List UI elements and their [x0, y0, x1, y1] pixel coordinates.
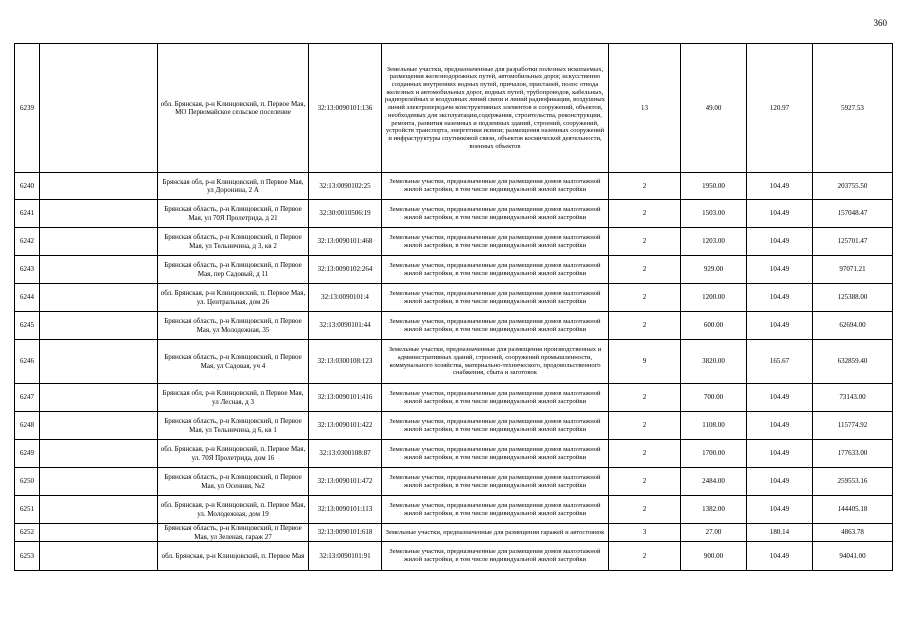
row-number-cell: 6252 [15, 524, 40, 542]
cadastral-number-cell: 32:13:0090101:416 [309, 384, 382, 412]
address-cell: Брянская обл, р-н Клинцовский, п Первое Мая, ул Доронина, 2 А [158, 173, 309, 200]
cadastral-value-cell: 125701.47 [813, 228, 893, 256]
land-use-cell: Земельные участки, предназначенные для размещения домов малоэтажной жилой застройки, в том числе индивидуальной жилой застройки [382, 256, 609, 284]
area-cell: 1200.00 [681, 284, 747, 312]
address-cell: Брянская область, р-н Клинцовский, п Первое Мая, ул Садовая, уч 4 [158, 340, 309, 384]
group-code-cell: 2 [609, 173, 681, 200]
cadastral-number-cell: 32:13:0090101:618 [309, 524, 382, 542]
area-cell: 3820.00 [681, 340, 747, 384]
table-row [15, 468, 893, 496]
group-code-cell: 2 [609, 542, 681, 571]
empty-cell [40, 228, 158, 256]
specific-value-cell: 180.14 [747, 524, 813, 542]
land-use-cell: Земельные участки, предназначенные для размещения гаражей и автостоянок [382, 524, 609, 542]
row-number-cell: 6242 [15, 228, 40, 256]
cadastral-number-cell: 32:30:0010506:19 [309, 200, 382, 228]
row-number-cell: 6239 [15, 44, 40, 173]
group-code-cell: 2 [609, 468, 681, 496]
area-cell: 600.00 [681, 312, 747, 340]
cadastral-value-cell: 125388.00 [813, 284, 893, 312]
cadastral-value-cell: 177633.00 [813, 440, 893, 468]
row-number-cell: 6241 [15, 200, 40, 228]
cadastral-value-cell: 62694.00 [813, 312, 893, 340]
table-row [15, 200, 893, 228]
land-use-cell: Земельные участки, предназначенные для размещения домов малоэтажной жилой застройки, в том числе индивидуальной жилой застройки [382, 228, 609, 256]
specific-value-cell: 104.49 [747, 412, 813, 440]
empty-cell [40, 496, 158, 524]
table-row [15, 496, 893, 524]
group-code-cell: 2 [609, 412, 681, 440]
cadastral-number-cell: 32:13:0090101:4 [309, 284, 382, 312]
land-use-cell: Земельные участки, предназначенные для размещения домов малоэтажной жилой застройки, в том числе индивидуальной жилой застройки [382, 496, 609, 524]
group-code-cell: 2 [609, 256, 681, 284]
address-cell: Брянская область, р-н Клинцовский, п Первое Мая, ул Тельничина, д 3, кв 2 [158, 228, 309, 256]
group-code-cell: 13 [609, 44, 681, 173]
row-number-cell: 6250 [15, 468, 40, 496]
row-number-cell: 6251 [15, 496, 40, 524]
address-cell: Брянская область, р-н Клинцовский, п Первое Мая, ул Осенняя, №2 [158, 468, 309, 496]
cadastral-value-cell: 4863.78 [813, 524, 893, 542]
row-number-cell: 6240 [15, 173, 40, 200]
table-row [15, 524, 893, 542]
area-cell: 2484.00 [681, 468, 747, 496]
land-use-cell: Земельные участки, предназначенные для размещения домов малоэтажной жилой застройки, в том числе индивидуальной жилой застройки [382, 312, 609, 340]
specific-value-cell: 104.49 [747, 468, 813, 496]
table-row [15, 44, 893, 173]
land-use-cell: Земельные участки, предназначенные для размещения домов малоэтажной жилой застройки, в том числе индивидуальной жилой застройки [382, 542, 609, 571]
row-number-cell: 6249 [15, 440, 40, 468]
group-code-cell: 2 [609, 384, 681, 412]
land-use-cell: Земельные участки, предназначенные для размещения домов малоэтажной жилой застройки, в том числе индивидуальной жилой застройки [382, 384, 609, 412]
address-cell: Брянская область, р-н Клинцовский, п Первое Мая, ул 70Я Пролетрида, д 21 [158, 200, 309, 228]
cadastral-value-cell: 115774.92 [813, 412, 893, 440]
empty-cell [40, 468, 158, 496]
land-use-cell: Земельные участки, предназначенные для размещения домов малоэтажной жилой застройки, в том числе индивидуальной жилой застройки [382, 468, 609, 496]
area-cell: 49.00 [681, 44, 747, 173]
cadastral-value-cell: 144405.18 [813, 496, 893, 524]
area-cell: 1382.00 [681, 496, 747, 524]
page-number: 360 [873, 18, 887, 28]
cadastral-number-cell: 32:13:0090101:468 [309, 228, 382, 256]
row-number-cell: 6247 [15, 384, 40, 412]
area-cell: 27.00 [681, 524, 747, 542]
empty-cell [40, 312, 158, 340]
cadastral-value-cell: 203755.50 [813, 173, 893, 200]
cadastral-value-cell: 5927.53 [813, 44, 893, 173]
table-row [15, 440, 893, 468]
specific-value-cell: 104.49 [747, 173, 813, 200]
cadastral-number-cell: 32:13:0090101:91 [309, 542, 382, 571]
address-cell: обл. Брянская, р-н Клинцовский, п. Первое Мая, МО Первомайское сельское поселение [158, 44, 309, 173]
land-use-cell: Земельные участки, предназначенные для размещения производственных и административных зданий, строений, сооружений промышленности, коммунального хозяйства, материально-технического, продовольственного снабжения, сбыта и заготовок [382, 340, 609, 384]
table-row [15, 412, 893, 440]
table-body [15, 44, 893, 571]
area-cell: 1950.00 [681, 173, 747, 200]
land-use-cell: Земельные участки, предназначенные для размещения домов малоэтажной жилой застройки, в том числе индивидуальной жилой застройки [382, 412, 609, 440]
group-code-cell: 2 [609, 312, 681, 340]
group-code-cell: 2 [609, 496, 681, 524]
specific-value-cell: 104.49 [747, 228, 813, 256]
address-cell: обл. Брянская, р-н Клинцовский, п. Первое Мая, ул. 70Я Пролетрида, дом 16 [158, 440, 309, 468]
table-row [15, 284, 893, 312]
empty-cell [40, 440, 158, 468]
land-use-cell: Земельные участки, предназначенные для разработки полезных ископаемых, размещения железнодорожных путей, автомобильных дорог, искусственно созданных внутренних водных путей, причалов, пристаней, полос отвода железных и автомобильных дорог, водных путей, трубопроводов, кабельных, радиорелейных и воздушных линий связи и линий радиофикации, воздушных линий электропередачи конструктивных элементов и сооружений, объектов, необходимых для эксплуатации,содержания, строительства, реконструкции, ремонта, развития наземных и подземных зданий, строений, сооружений, устройств транспорта, энергетики исвязи; размещения наземных сооружений и инфраструктуры спутниковой связи, объектов космической деятельности, военных объектов [382, 44, 609, 173]
land-use-cell: Земельные участки, предназначенные для размещения домов малоэтажной жилой застройки, в том числе индивидуальной жилой застройки [382, 284, 609, 312]
cadastral-number-cell: 32:13:0300108:87 [309, 440, 382, 468]
land-use-cell: Земельные участки, предназначенные для размещения домов малоэтажной жилой застройки, в том числе индивидуальной жилой застройки [382, 440, 609, 468]
address-cell: Брянская область, р-н Клинцовский, п Первое Мая, ул Тельничина, д 6, кв 1 [158, 412, 309, 440]
land-use-cell: Земельные участки, предназначенные для размещения домов малоэтажной жилой застройки, в том числе индивидуальной жилой застройки [382, 200, 609, 228]
empty-cell [40, 256, 158, 284]
group-code-cell: 9 [609, 340, 681, 384]
cadastral-number-cell: 32:13:0300108:123 [309, 340, 382, 384]
cadastral-number-cell: 32:13:0090101:136 [309, 44, 382, 173]
empty-cell [40, 524, 158, 542]
address-cell: обл. Брянская, р-н Клинцовский, п. Первое Мая [158, 542, 309, 571]
specific-value-cell: 120.97 [747, 44, 813, 173]
specific-value-cell: 165.67 [747, 340, 813, 384]
specific-value-cell: 104.49 [747, 200, 813, 228]
cadastral-number-cell: 32:13:0090101:472 [309, 468, 382, 496]
cadastral-number-cell: 32:13:0090101:422 [309, 412, 382, 440]
empty-cell [40, 200, 158, 228]
empty-cell [40, 412, 158, 440]
cadastral-value-cell: 94041.00 [813, 542, 893, 571]
empty-cell [40, 284, 158, 312]
row-number-cell: 6245 [15, 312, 40, 340]
table-row [15, 340, 893, 384]
cadastral-value-cell: 73143.00 [813, 384, 893, 412]
area-cell: 1108.00 [681, 412, 747, 440]
specific-value-cell: 104.49 [747, 384, 813, 412]
address-cell: обл. Брянская, р-н Клинцовский, п. Первое Мая, ул. Молодежная, дом 19 [158, 496, 309, 524]
address-cell: Брянская область, р-н Клинцовский, п Первое Мая, ул Зеленая, гараж 27 [158, 524, 309, 542]
area-cell: 1203.00 [681, 228, 747, 256]
cadastral-value-cell: 259553.16 [813, 468, 893, 496]
address-cell: Брянская область, р-н Клинцовский, п Первое Мая, пер Садовый, д 11 [158, 256, 309, 284]
specific-value-cell: 104.49 [747, 542, 813, 571]
address-cell: Брянская обл, р-н Клинцовский, п Первое Мая, ул Лесная, д 3 [158, 384, 309, 412]
cadastral-number-cell: 32:13:0090102:264 [309, 256, 382, 284]
group-code-cell: 3 [609, 524, 681, 542]
area-cell: 1503.00 [681, 200, 747, 228]
empty-cell [40, 384, 158, 412]
specific-value-cell: 104.49 [747, 284, 813, 312]
cadastral-value-table [14, 43, 893, 571]
group-code-cell: 2 [609, 200, 681, 228]
empty-cell [40, 340, 158, 384]
cadastral-number-cell: 32:13:0090101:113 [309, 496, 382, 524]
address-cell: Брянская область, р-н Клинцовский, п Первое Мая, ул Молодежная, 35 [158, 312, 309, 340]
row-number-cell: 6248 [15, 412, 40, 440]
cadastral-value-cell: 97071.21 [813, 256, 893, 284]
specific-value-cell: 104.49 [747, 440, 813, 468]
table-row [15, 542, 893, 571]
empty-cell [40, 173, 158, 200]
group-code-cell: 2 [609, 228, 681, 256]
cadastral-value-cell: 157048.47 [813, 200, 893, 228]
table-row [15, 312, 893, 340]
table-row [15, 173, 893, 200]
cadastral-number-cell: 32:13:0090102:25 [309, 173, 382, 200]
cadastral-value-cell: 632859.40 [813, 340, 893, 384]
table-row [15, 228, 893, 256]
group-code-cell: 2 [609, 284, 681, 312]
row-number-cell: 6253 [15, 542, 40, 571]
area-cell: 900.00 [681, 542, 747, 571]
row-number-cell: 6246 [15, 340, 40, 384]
empty-cell [40, 542, 158, 571]
area-cell: 1700.00 [681, 440, 747, 468]
specific-value-cell: 104.49 [747, 312, 813, 340]
area-cell: 929.00 [681, 256, 747, 284]
row-number-cell: 6244 [15, 284, 40, 312]
land-use-cell: Земельные участки, предназначенные для размещения домов малоэтажной жилой застройки, в том числе индивидуальной жилой застройки [382, 173, 609, 200]
area-cell: 700.00 [681, 384, 747, 412]
row-number-cell: 6243 [15, 256, 40, 284]
specific-value-cell: 104.49 [747, 256, 813, 284]
empty-cell [40, 44, 158, 173]
table-row [15, 256, 893, 284]
table-row [15, 384, 893, 412]
cadastral-number-cell: 32:13:0090101:44 [309, 312, 382, 340]
specific-value-cell: 104.49 [747, 496, 813, 524]
address-cell: обл. Брянская, р-н Клинцовский, п. Первое Мая, ул. Центральная, дом 26 [158, 284, 309, 312]
group-code-cell: 2 [609, 440, 681, 468]
